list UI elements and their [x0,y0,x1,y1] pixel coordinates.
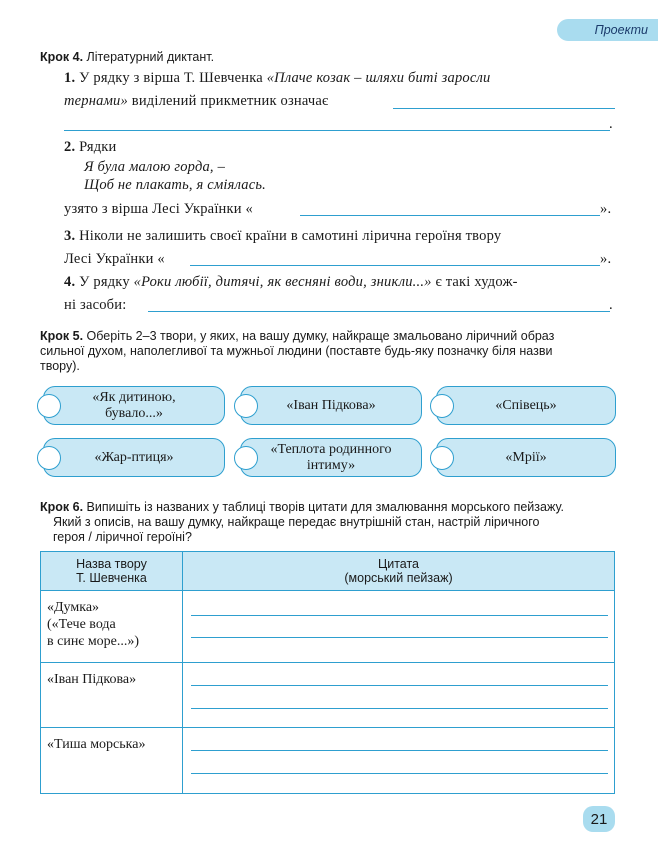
quote-line[interactable] [191,685,608,686]
table-row [41,591,615,663]
step5-heading [40,329,620,374]
q4-number: 4. [64,274,76,290]
q1-line1 [64,70,490,87]
q3-line2: Лесі Українки « [64,251,165,267]
quote-line[interactable] [191,615,608,616]
option-ivan-pidkova[interactable] [240,386,422,425]
step5-text-3: твору). [40,359,80,373]
table-header-row [41,552,615,591]
q1-answer-line-1[interactable] [393,108,615,109]
header-text: Т. Шевченка [76,571,147,585]
table-header-title [41,552,183,591]
q4-line1 [64,274,518,291]
option-label: «Як дитиною, [92,389,176,405]
step6-heading [40,500,620,545]
option-mrii[interactable] [436,438,616,477]
quote-cell[interactable] [183,728,615,794]
step5-text-2: сильної духом, наполегливої та мужньої людини (поставте будь-яку позначку біля назви [40,344,553,358]
option-label: «Теплота родинного [270,441,392,457]
q1-quote: «Плаче козак – шляхи биті заросли [266,70,491,86]
table-row [41,663,615,728]
quote-cell[interactable] [183,591,615,663]
q4-line2: ні засоби: [64,297,127,313]
step5-text-1: Оберіть 2–3 твори, у яких, на вашу думку, найкраще змальовано ліричний образ [86,329,555,343]
work-title-cell [41,728,183,794]
header-text: Цитата [377,557,420,571]
section-tab: Проекти [557,19,658,41]
step6-text-2: Який з описів, на вашу думку, найкраще передає внутрішній стан, настрій ліричного [53,515,540,529]
q3-close: ». [600,251,612,267]
q2-poem-line1: Я була малою горда, – [84,159,226,175]
q2-source: узято з вірша Лесі Українки « [64,201,253,217]
q2-close: ». [600,201,612,217]
work-title: («Тече вода [47,617,116,632]
option-checkbox-1[interactable] [37,394,61,418]
q4-quote: «Роки любії, дитячі, як весняні води, зникли...» [133,274,432,290]
q1-line2 [64,93,328,110]
q4-dot: . [609,297,613,313]
step4-heading [40,50,214,65]
quote-cell[interactable] [183,663,615,728]
q3-number: 3. [64,228,76,244]
q3-text: Ніколи не залишить своєї країни в самотині лірична героїня твору [79,228,502,244]
q2-text: Рядки [79,139,117,155]
work-title: «Думка» [47,600,100,615]
work-title: «Тиша морська» [47,737,146,752]
q2-number: 2. [64,139,76,155]
header-text: (морський пейзаж) [344,571,453,585]
option-label: «Мрії» [505,449,547,465]
table-header-quote [183,552,615,591]
option-checkbox-3[interactable] [430,394,454,418]
option-zhar-ptytsia[interactable] [43,438,225,477]
option-checkbox-4[interactable] [37,446,61,470]
q2-line1 [64,139,116,156]
work-title-cell [41,591,183,663]
table-row [41,728,615,794]
quote-line[interactable] [191,773,608,774]
q2-answer-line[interactable] [300,215,600,216]
work-title-cell [41,663,183,728]
step6-label: Крок 6. [40,500,84,514]
step6-text-1: Випишіть із названих у таблиці творів цитати для змалювання морського пейзажу. [86,500,564,514]
quotes-table [40,551,615,794]
q4-answer-line[interactable] [148,311,610,312]
quote-line[interactable] [191,637,608,638]
option-checkbox-5[interactable] [234,446,258,470]
work-title: «Іван Підкова» [47,672,137,687]
q1-number: 1. [64,70,76,86]
step5-label: Крок 5. [40,329,84,343]
option-label: «Жар-птиця» [94,449,174,465]
q1-answer-line-2[interactable] [64,130,610,131]
quote-line[interactable] [191,750,608,751]
step6-text-3: героя / ліричної героїні? [53,530,192,544]
work-title: в синє море...») [47,634,140,649]
option-teplota[interactable] [240,438,422,477]
option-label: «Співець» [495,397,557,413]
q4-text-end: є такі худож- [435,274,518,290]
q1-dot: . [609,116,613,132]
header-text: Назва твору [76,557,147,571]
q1-quote-end: тернами» [64,93,128,109]
option-label: «Іван Підкова» [286,397,376,413]
quote-line[interactable] [191,708,608,709]
option-label: бувало...» [105,405,163,421]
option-spivets[interactable] [436,386,616,425]
q2-poem-1 [84,159,225,176]
q1-text: У рядку з вірша Т. Шевченка [79,70,263,86]
q1-text-end: виділений прикметник означає [131,93,329,109]
step4-label: Крок 4. [40,50,84,64]
option-checkbox-2[interactable] [234,394,258,418]
q2-poem-line2: Щоб не плакать, я сміялась. [84,177,266,193]
step4-text: Літературний диктант. [86,50,215,64]
q4-text: У рядку [79,274,130,290]
option-checkbox-6[interactable] [430,446,454,470]
q3-line1 [64,228,501,245]
option-label: інтиму» [306,457,356,473]
q3-answer-line[interactable] [190,265,600,266]
q2-poem-2 [84,177,266,194]
page-number: 21 [583,806,615,832]
option-yak-dytynoyu[interactable] [43,386,225,425]
